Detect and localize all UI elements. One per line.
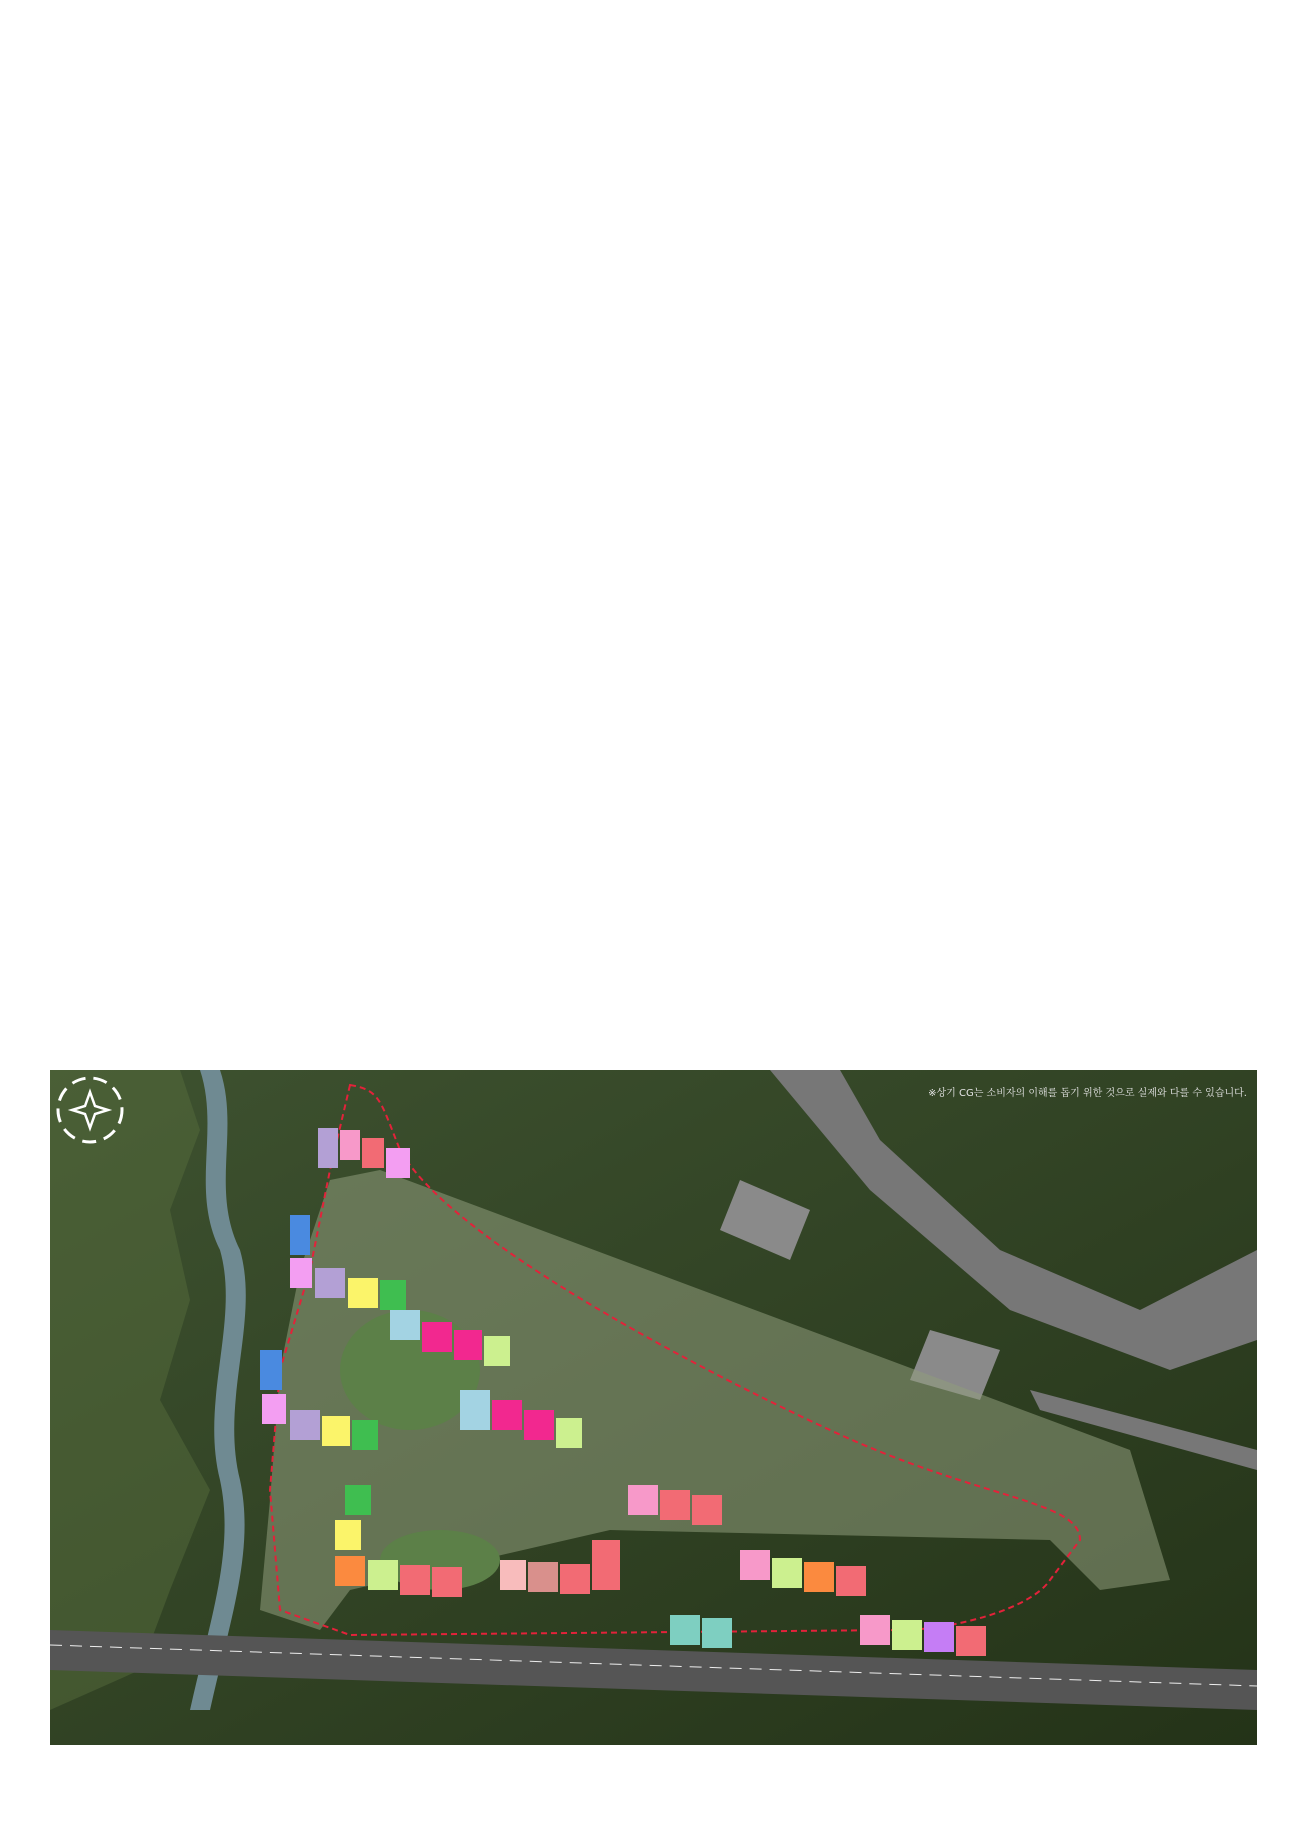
- site-map-drawing: [50, 1070, 1257, 1745]
- type-legend-table: [50, 1746, 1257, 1796]
- compass-icon: [50, 1070, 130, 1150]
- map-disclaimer: ※상기 CG는 소비자의 이해를 돕기 위한 것으로 실제와 다를 수 있습니다.: [928, 1088, 1247, 1099]
- site-map: [50, 1070, 1257, 1745]
